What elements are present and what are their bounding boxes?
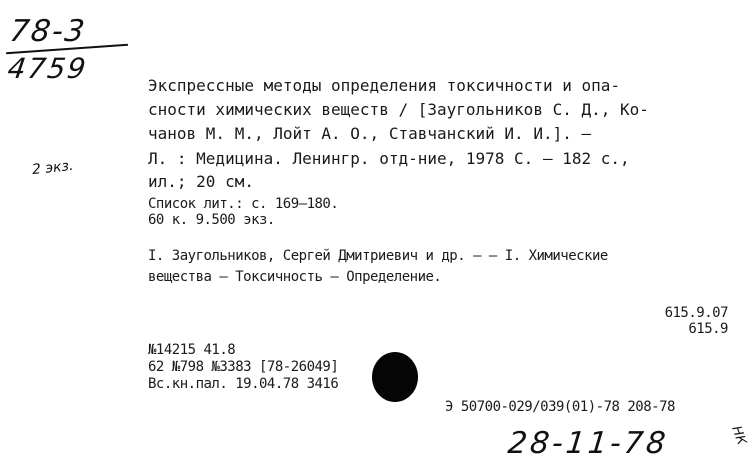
registration-line: 62 №798 №3383 [78-26049]: [148, 359, 339, 375]
description-line: чанов М. М., Лойт А. О., Ставчанский И. И.]. —: [148, 124, 592, 143]
udc-classification: 615.9.07: [664, 305, 728, 321]
description-line: Экспрессные методы определения токсичности и опа-: [148, 76, 621, 95]
description-line: ил.; 20 см.: [148, 172, 254, 191]
corner-mark-handwritten: НК: [728, 424, 749, 447]
registration-line: Вс.кн.пал. 19.04.78 3416: [148, 376, 339, 392]
inventory-number-handwritten: 4759: [5, 52, 90, 85]
copies-note-handwritten: 2 экз.: [31, 157, 75, 179]
tracing-line: вещества — Токсичность — Определение.: [148, 269, 442, 285]
tracing-line: I. Заугольников, Сергей Дмитриевич и др. — — I. Химические: [148, 248, 608, 264]
description-line: сности химических веществ / [Заугольников С. Д., Ко-: [148, 100, 649, 119]
call-number-handwritten: 78-3: [7, 14, 89, 49]
bibliography-note: Список лит.: с. 169—180.: [148, 196, 339, 212]
punch-hole: [372, 352, 418, 402]
publisher-index-line: Э 50700-029/039(01)-78 208-78: [445, 399, 675, 415]
price-and-copies: 60 к. 9.500 экз.: [148, 212, 275, 228]
udc-classification: 615.9: [688, 321, 728, 337]
date-note-handwritten: 28-11-78: [506, 426, 671, 461]
registration-line: №14215 41.8: [148, 342, 236, 358]
description-line: Л. : Медицина. Ленингр. отд-ние, 1978 С. — 182 с.,: [148, 149, 630, 168]
